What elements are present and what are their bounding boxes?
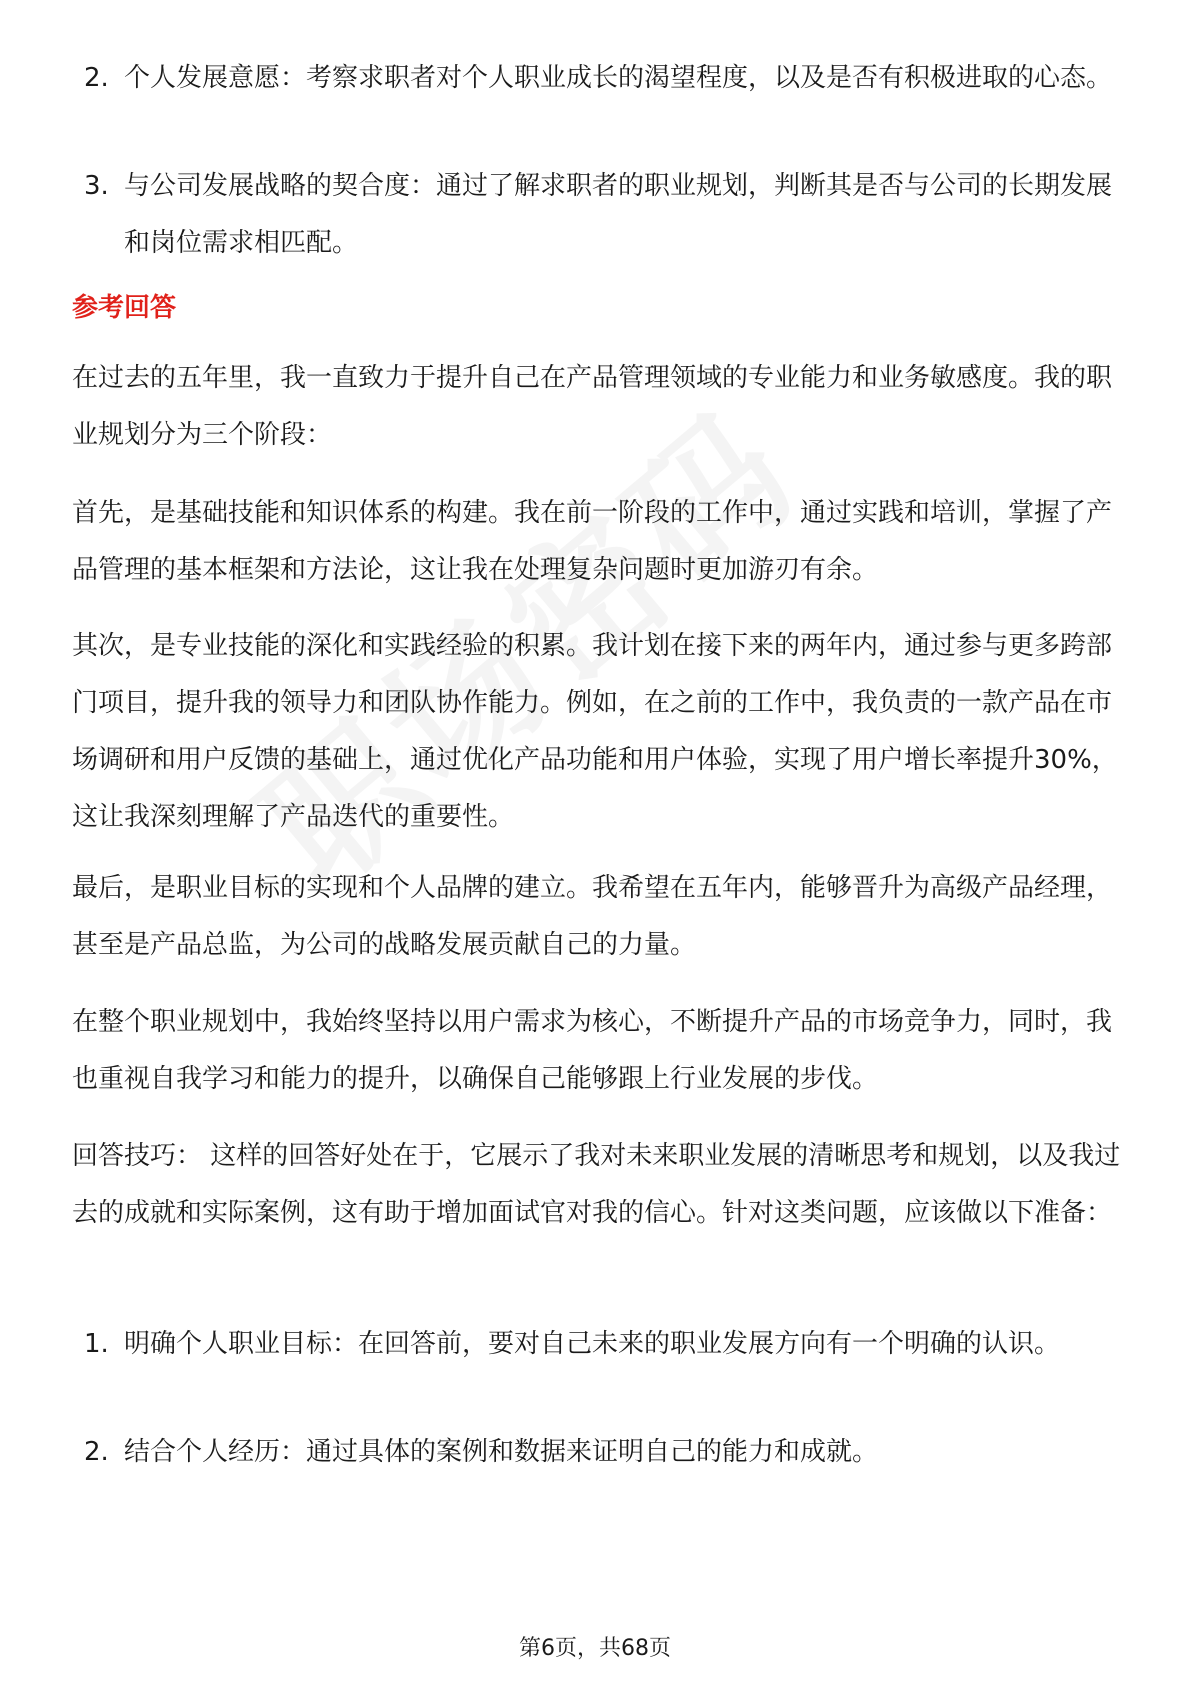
list-number: 2.	[84, 1437, 109, 1467]
list-text: 明确个人职业目标：在回答前，要对自己未来的职业发展方向有一个明确的认识。	[124, 1329, 1061, 1359]
list-number: 2.	[84, 63, 109, 93]
paragraph-overall: 在整个职业规划中，我始终坚持以用户需求为核心，不断提升产品的市场竞争力，同时，我也重视自我学习和能力的提升，以确保自己能够跟上行业发展的步伐。	[72, 1007, 1113, 1094]
section-heading-reference-answer: 参考回答	[72, 293, 177, 323]
paragraph-second-stage: 其次，是专业技能的深化和实践经验的积累。我计划在接下来的两年内，通过参与更多跨部门项目，提升我的领导力和团队协作能力。例如，在之前的工作中，我负责的一款产品在市场调研和用户反馈的基础上，通过优化产品功能和用户体验，实现了用户增长率提升30%，这让我深刻理解了产品迭代的重要性。	[72, 631, 1118, 832]
paragraph-answer-tips: 回答技巧： 这样的回答好处在于，它展示了我对未来职业发展的清晰思考和规划，以及我过去的成就和实际案例，这有助于增加面试官对我的信心。针对这类问题，应该做以下准备：	[72, 1141, 1121, 1228]
list-text: 个人发展意愿：考察求职者对个人职业成长的渴望程度，以及是否有积极进取的心态。	[124, 63, 1113, 93]
list-item-top-3	[72, 158, 1122, 272]
page-footer: 第6页，共68页	[519, 1636, 671, 1661]
list-item-bottom-1	[72, 1316, 1122, 1373]
list-item-top-2	[72, 50, 1122, 107]
paragraph-intro: 在过去的五年里，我一直致力于提升自己在产品管理领域的专业能力和业务敏感度。我的职业规划分为三个阶段：	[72, 363, 1113, 450]
paragraph-final-stage: 最后，是职业目标的实现和个人品牌的建立。我希望在五年内，能够晋升为高级产品经理，甚至是产品总监，为公司的战略发展贡献自己的力量。	[72, 873, 1113, 960]
paragraph-first-stage: 首先，是基础技能和知识体系的构建。我在前一阶段的工作中，通过实践和培训，掌握了产品管理的基本框架和方法论，这让我在处理复杂问题时更加游刃有余。	[72, 498, 1113, 585]
list-number: 1.	[84, 1329, 109, 1359]
list-text: 与公司发展战略的契合度：通过了解求职者的职业规划，判断其是否与公司的长期发展和岗位需求相匹配。	[124, 171, 1113, 258]
list-number: 3.	[84, 171, 109, 201]
list-item-bottom-2	[72, 1424, 1122, 1481]
list-text: 结合个人经历：通过具体的案例和数据来证明自己的能力和成就。	[124, 1437, 879, 1467]
